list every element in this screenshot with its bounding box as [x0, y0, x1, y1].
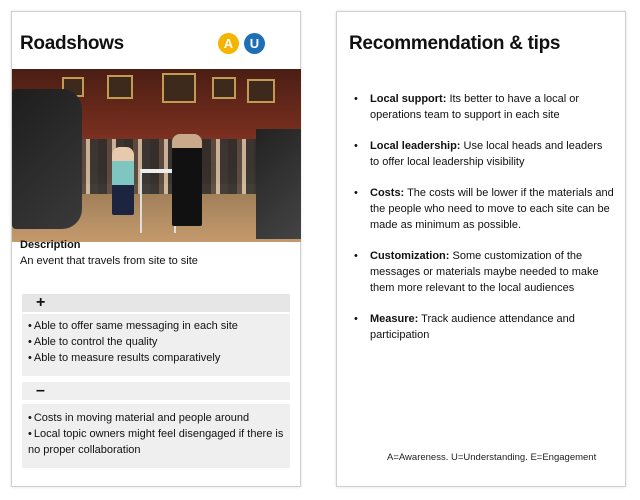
- roadshow-event-photo: [12, 69, 301, 242]
- tip-item: [354, 91, 614, 123]
- tip-text: Use local heads and leaders to offer local leadership visibility: [370, 140, 603, 168]
- painting-frame: [247, 79, 275, 103]
- tip-label: Local leadership:: [370, 140, 461, 152]
- painting-frame: [162, 73, 196, 103]
- painting-frame: [107, 75, 133, 99]
- understanding-badge: U: [244, 33, 265, 54]
- con-item: • Costs in moving material and people around: [28, 410, 284, 426]
- cons-header: [22, 382, 290, 400]
- tip-label: Local support:: [370, 93, 447, 105]
- camera-icon: [12, 89, 82, 229]
- painting-frame: [212, 77, 236, 99]
- tip-item: [354, 248, 614, 296]
- description-heading: Description: [20, 239, 81, 251]
- card-title: Recommendation & tips: [349, 33, 561, 54]
- pro-item: • Able to offer same messaging in each site: [28, 318, 238, 334]
- con-item: • Local topic owners might feel disengaged if there is no proper collaboration: [28, 426, 284, 458]
- tip-label: Customization:: [370, 250, 450, 262]
- tip-item: [354, 311, 614, 343]
- cons-list: [28, 410, 284, 458]
- tip-label: Measure:: [370, 313, 419, 325]
- pro-item: • Able to measure results comparatively: [28, 350, 238, 366]
- tip-text: The costs will be lower if the materials and the people who need to move to each site can be made as minimum as possible.: [370, 187, 614, 231]
- roadshows-card: [11, 11, 301, 487]
- pro-item: • Able to control the quality: [28, 334, 238, 350]
- recommendations-card: [336, 11, 626, 487]
- description-text: An event that travels from site to site: [20, 255, 198, 267]
- tip-item: [354, 138, 614, 170]
- tip-label: Costs:: [370, 187, 405, 199]
- tip-text: Some customization of the messages or materials maybe needed to make them more relevant to the local audiences: [370, 250, 599, 294]
- tip-text: Its better to have a local or operations team to support in each site: [370, 93, 580, 121]
- photo-person: [112, 147, 134, 215]
- plus-icon: +: [36, 294, 46, 311]
- pros-list: [28, 318, 238, 366]
- card-title: Roadshows: [20, 33, 124, 54]
- pros-header: [22, 294, 290, 312]
- photo-person: [172, 134, 202, 226]
- legend-footnote: A=Awareness. U=Understanding. E=Engagement: [387, 452, 597, 463]
- awareness-badge: A: [218, 33, 239, 54]
- tips-list: [354, 91, 614, 358]
- tip-item: [354, 185, 614, 233]
- cons-box: [22, 404, 290, 468]
- photo-table: [140, 169, 176, 233]
- camera-icon: [256, 129, 301, 239]
- minus-icon: –: [36, 382, 45, 399]
- tip-text: Track audience attendance and participation: [370, 313, 575, 341]
- pros-box: [22, 314, 290, 376]
